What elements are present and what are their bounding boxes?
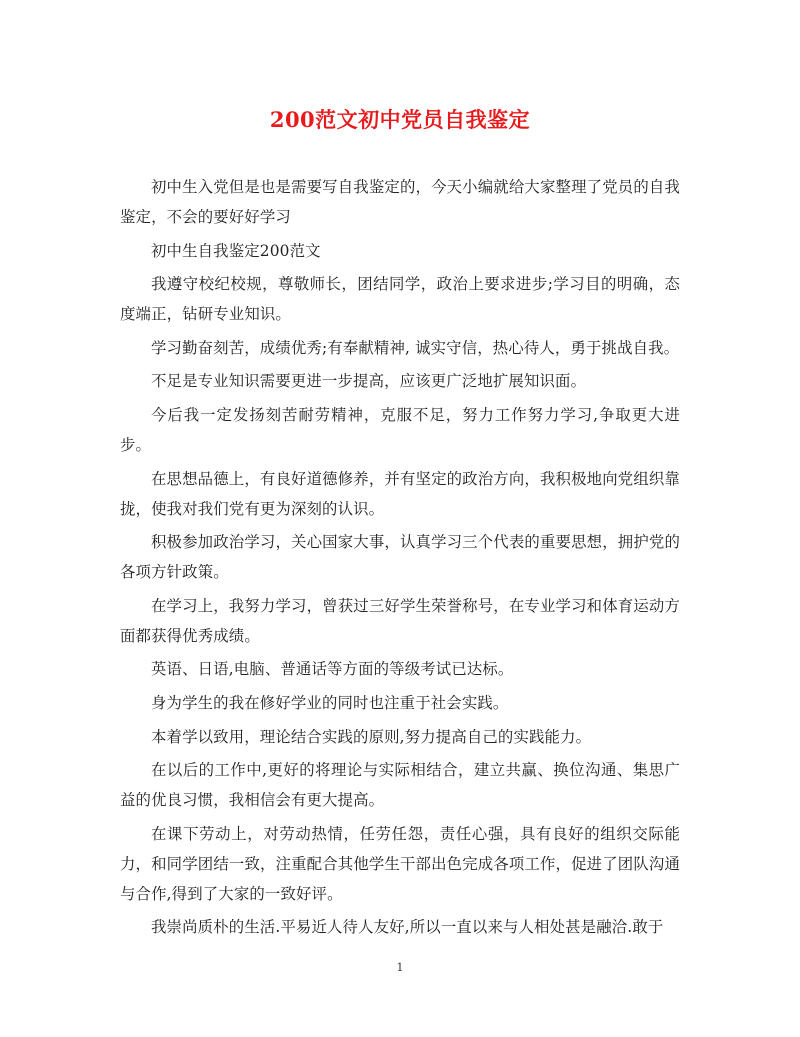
paragraph: 在课下劳动上，对劳动热情，任劳任怨，责任心强，具有良好的组织交际能力，和同学团结一致，注重配合其他学生干部出色完成各项工作，促进了团队沟通与合作,得到了大家的一致好评。: [120, 824, 680, 903]
document-body: [120, 172, 680, 946]
paragraph: 在以后的工作中,更好的将理论与实际相结合，建立共赢、换位沟通、集思广益的优良习惯，我相信会有更大提高。: [120, 761, 680, 810]
paragraph: 今后我一定发扬刻苦耐劳精神，克服不足，努力工作努力学习,争取更大进步。: [120, 405, 680, 454]
paragraph: 在学习上，我努力学习，曾获过三好学生荣誉称号，在专业学习和体育运动方面都获得优秀成绩。: [120, 596, 680, 645]
paragraph: 不足是专业知识需要更进一步提高，应该更广泛地扩展知识面。: [151, 372, 587, 391]
paragraph: 身为学生的我在修好学业的同时也注重于社会实践。: [151, 693, 509, 712]
page-number: 1: [396, 961, 404, 974]
paragraph: 英语、日语,电脑、普通话等方面的等级考试已达标。: [151, 660, 514, 679]
paragraph: 本着学以致用，理论结合实践的原则,努力提高自己的实践能力。: [151, 727, 592, 746]
paragraph: 我崇尚质朴的生活.平易近人待人友好,所以一直以来与人相处甚是融洽.敢于: [151, 918, 664, 937]
paragraph: 我遵守校纪校规，尊敬师长，团结同学，政治上要求进步;学习目的明确，态度端正，钻研专业知识。: [120, 275, 680, 324]
paragraph-subtitle: 初中生自我鉴定200范文: [151, 241, 321, 260]
paragraph-intro: 初中生入党但是也是需要写自我鉴定的，今天小编就给大家整理了党员的自我鉴定，不会的要好好学习: [120, 178, 680, 226]
paragraph: 积极参加政治学习，关心国家大事，认真学习三个代表的重要思想，拥护党的各项方针政策。: [120, 533, 680, 582]
paragraph: 在思想品德上，有良好道德修养，并有坚定的政治方向，我积极地向党组织靠拢，使我对我们党有更为深刻的认识。: [120, 469, 680, 518]
paragraph: 学习勤奋刻苦，成绩优秀;有奉献精神, 诚实守信，热心待人，勇于挑战自我。: [151, 338, 680, 357]
document-title: 200范文初中党员自我鉴定: [269, 107, 531, 132]
